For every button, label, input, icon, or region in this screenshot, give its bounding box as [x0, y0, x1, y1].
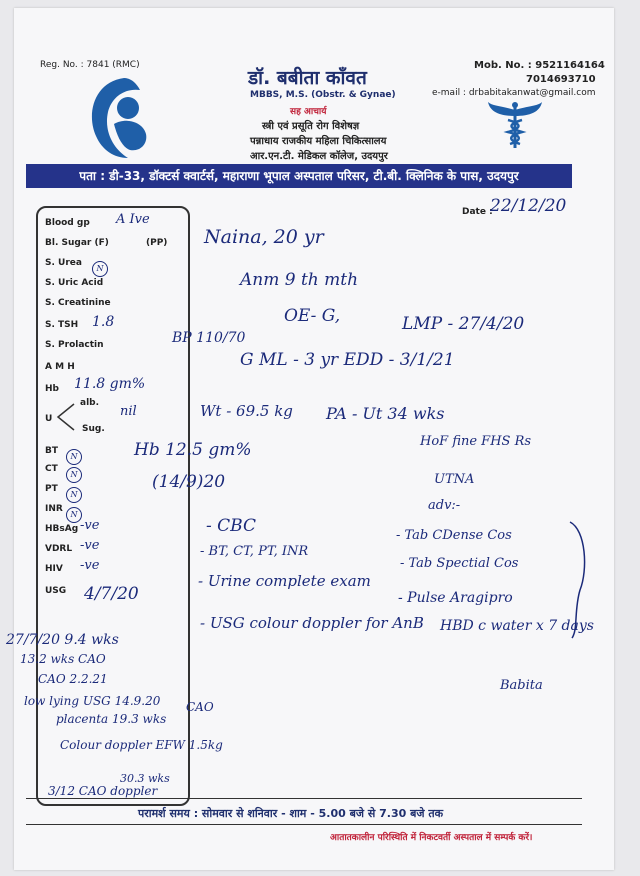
rx-order: - CBC: [206, 516, 256, 536]
note-line: 27/7/20 9.4 wks: [6, 632, 119, 648]
emergency-note: आतातकालीन परिस्थिति में निकटवर्ती अस्पताल में सम्पर्क करें।: [330, 833, 533, 843]
rx-med: - Tab CDense Cos: [396, 528, 512, 543]
email: e-mail : drbabitakanwat@gmail.com: [432, 88, 596, 98]
lab-value-hb: 11.8 gm%: [74, 376, 146, 392]
date-value: 22/12/20: [490, 196, 567, 216]
lab-label-s-prolactin: S. Prolactin: [45, 340, 104, 350]
lab-value-s-tsh: 1.8: [92, 314, 115, 330]
note-line: CAO: [186, 700, 214, 714]
lab-value-bt: N: [66, 444, 82, 465]
note-line: low lying USG 14.9.20: [24, 694, 161, 708]
rx-brace: [566, 520, 592, 640]
rx-med: - Tab Spectial Cos: [400, 556, 519, 571]
mother-child-logo: [84, 74, 156, 164]
rx-hb: Hb 12.5 gm%: [134, 440, 252, 460]
lab-label-bl-sugar: Bl. Sugar (F): [45, 238, 109, 248]
rx-hb-date: (14/9)20: [152, 472, 226, 492]
lab-label-inr: INR: [45, 504, 63, 514]
lab-value-vdrl: -ve: [80, 538, 100, 553]
footer-rule-top: [26, 798, 582, 799]
lab-label-pt: PT: [45, 484, 58, 494]
date-label: Date :: [462, 207, 493, 217]
lab-value-inr: N: [66, 502, 82, 523]
lab-value-blood-gp: A Ive: [116, 212, 150, 227]
consultation-timing: परामर्श समय : सोमवार से शनिवार - शाम - 5.00 बजे से 7.30 बजे तक: [138, 807, 444, 820]
rx-bp: BP 110/70: [172, 330, 246, 346]
doctor-name: डॉ. बबीता काँवत: [248, 67, 367, 89]
caduceus-icon: [486, 100, 544, 154]
rx-order: - Urine complete exam: [198, 572, 371, 590]
lab-label-hbsag: HBsAg: [45, 524, 79, 534]
rx-pa: PA - Ut 34 wks: [326, 404, 445, 423]
footer-rule-bottom: [26, 824, 582, 825]
rx-lmp: LMP - 27/4/20: [402, 314, 525, 334]
reg-no: Reg. No. : 7841 (RMC): [40, 60, 140, 70]
rx-oe: OE- G,: [284, 306, 341, 326]
lab-label-urine: U: [45, 414, 53, 424]
rx-utna: UTNA: [434, 472, 475, 487]
rx-weight: Wt - 69.5 kg: [200, 402, 293, 420]
rx-med: - Pulse Aragipro: [398, 590, 513, 606]
designation-2: स्त्री एवं प्रसूति रोग विशेषज्ञ: [262, 121, 360, 132]
lab-value-ct: N: [66, 462, 82, 483]
rx-fhs: HoF fine FHS Rs: [420, 434, 532, 449]
lab-label-bt: BT: [45, 446, 58, 456]
lab-label-usg: USG: [45, 586, 67, 596]
lab-label-vdrl: VDRL: [45, 544, 73, 554]
rx-order: - BT, CT, PT, INR: [200, 544, 309, 559]
rx-med: HBD c water x 7 days: [440, 618, 594, 634]
rx-line2: Anm 9 th mth: [240, 270, 359, 290]
rx-adv: adv:-: [428, 498, 461, 513]
note-line: 3/12 CAO doppler: [48, 784, 158, 798]
lab-label-amh: A M H: [45, 362, 75, 372]
lab-label-ct: CT: [45, 464, 58, 474]
lab-value-s-urea: N: [92, 256, 108, 277]
lab-label-s-urea: S. Urea: [45, 258, 82, 268]
note-line: 13.2 wks CAO: [20, 652, 106, 666]
note-line: placenta 19.3 wks: [56, 712, 167, 726]
rx-order: - USG colour doppler for AnB: [200, 614, 424, 632]
urine-bracket: [54, 402, 76, 432]
lab-value-pt: N: [66, 482, 82, 503]
designation-1: सह आचार्य: [290, 107, 327, 117]
lab-label-hb: Hb: [45, 384, 59, 394]
designation-3: पन्नाधाय राजकीय महिला चिकित्सालय: [250, 136, 387, 147]
mobile-number-2: 7014693710: [526, 74, 596, 85]
lab-label-sug: Sug.: [82, 424, 105, 434]
note-line: Colour doppler EFW 1.5kg: [60, 738, 223, 752]
lab-value-hiv: -ve: [80, 558, 100, 573]
lab-label-alb: alb.: [80, 398, 100, 408]
rx-patient: Naina, 20 yr: [204, 226, 324, 248]
lab-label-s-creatinine: S. Creatinine: [45, 298, 111, 308]
lab-value-usg: 4/7/20: [84, 584, 139, 604]
lab-label-pp: (PP): [146, 238, 168, 248]
degrees: MBBS, M.S. (Obstr. & Gynae): [250, 90, 396, 100]
note-line: 30.3 wks: [120, 772, 170, 785]
address-band: पता : डी-33, डॉक्टर्स क्वार्टर्स, महाराणा भूपाल अस्पताल परिसर, टी.बी. क्लिनिक के पास, उदयपुर: [26, 164, 572, 188]
designation-4: आर.एन.टी. मेडिकल कॉलेज, उदयपुर: [250, 151, 388, 162]
lab-value-hbsag: -ve: [80, 518, 100, 533]
lab-label-s-uric-acid: S. Uric Acid: [45, 278, 104, 288]
doctor-signature: Babita: [500, 678, 543, 693]
mobile-number: Mob. No. : 9521164164: [474, 60, 605, 71]
lab-label-hiv: HIV: [45, 564, 63, 574]
rx-edd: G ML - 3 yr EDD - 3/1/21: [240, 350, 455, 370]
note-line: CAO 2.2.21: [38, 672, 108, 686]
lab-label-blood-gp: Blood gp: [45, 218, 90, 228]
lab-label-s-tsh: S. TSH: [45, 320, 79, 330]
lab-value-alb: nil: [120, 404, 137, 419]
